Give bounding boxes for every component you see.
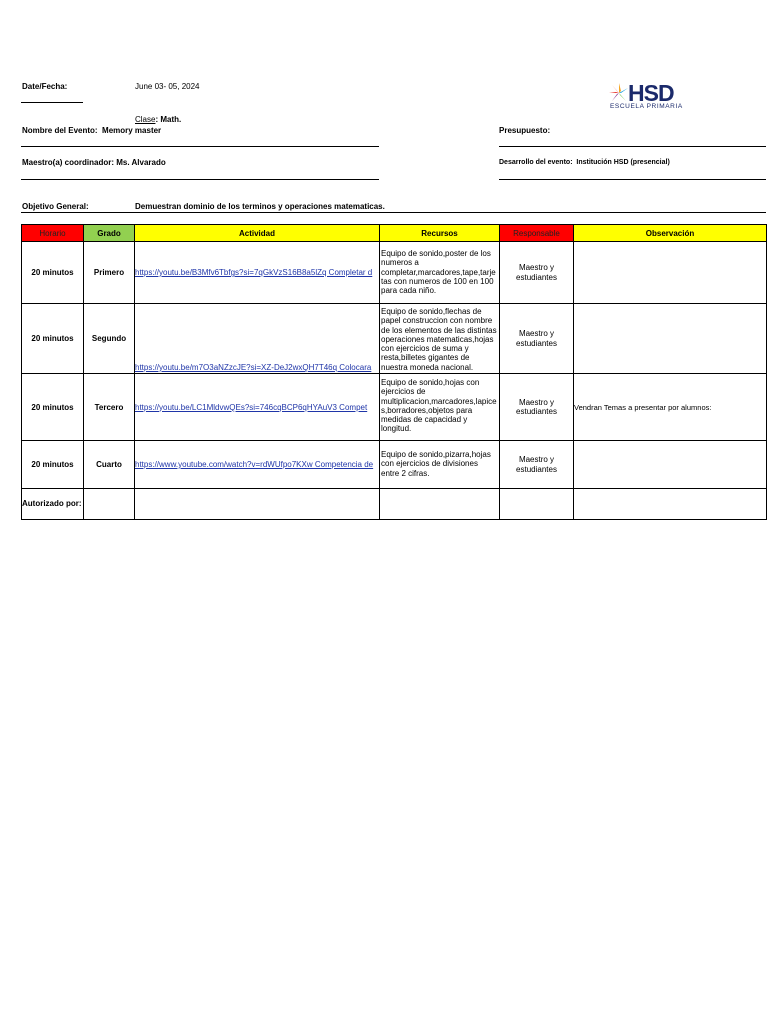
clase-label: Clase — [135, 115, 156, 124]
header-horario: Horario — [22, 225, 84, 242]
table-row — [22, 242, 767, 304]
header-grado: Grado — [84, 225, 135, 242]
recursos-line: completar,marcadores,tape,tarje — [381, 267, 496, 277]
logo-subtitle: ESCUELA PRIMARIA — [610, 103, 683, 110]
actividad-cell — [135, 441, 380, 489]
observacion-cell: Vendran Temas a presentar por alumnos: — [574, 374, 767, 441]
recursos-line: papel construccion con nombre — [381, 316, 493, 326]
observacion-cell — [574, 441, 767, 489]
clase-field — [135, 115, 181, 124]
actividad-cell — [135, 374, 380, 441]
recursos-line: resta,billetes gigantes de — [381, 353, 470, 363]
recursos-line: con ejercicios de suma y — [381, 344, 469, 354]
responsable-line: Maestro y — [518, 455, 555, 464]
table-row — [22, 374, 767, 441]
autorizado-cell[interactable] — [84, 489, 135, 520]
date-label: Date/Fecha: — [22, 82, 68, 91]
recursos-cell — [380, 242, 500, 304]
responsable-cell — [500, 242, 574, 304]
responsable-line: estudiantes — [516, 272, 557, 282]
recursos-line: Equipo de sonido,hojas con — [381, 378, 480, 387]
logo-star-icon — [608, 82, 630, 104]
responsable-line: Maestro y — [518, 397, 555, 407]
recursos-line: ejercicios de — [381, 387, 426, 397]
header-recursos: Recursos — [380, 225, 500, 242]
header-actividad: Actividad — [135, 225, 380, 242]
recursos-line: s,borradores,objetos para — [381, 405, 473, 415]
autorizado-cell[interactable] — [500, 489, 574, 520]
horario-cell: 20 minutos — [22, 304, 84, 374]
grado-cell: Cuarto — [84, 441, 135, 489]
recursos-line: medidas de capacidad y — [381, 415, 468, 425]
table-row — [22, 304, 767, 374]
date-underline — [21, 102, 83, 103]
autorizado-cell[interactable] — [380, 489, 500, 520]
recursos-line: de los elementos de las distintas — [381, 325, 497, 335]
evento-label: Nombre del Evento: — [22, 126, 98, 135]
recursos-line: Equipo de sonido,flechas de — [381, 307, 482, 316]
recursos-cell — [380, 304, 500, 374]
actividad-cell — [135, 304, 380, 374]
maestro-label: Maestro(a) coordinador: — [22, 158, 115, 167]
logo-text: HSD — [628, 80, 674, 106]
evento-value: Memory master — [102, 126, 162, 135]
activities-table — [21, 224, 767, 520]
responsable-cell — [500, 441, 574, 489]
table-row — [22, 441, 767, 489]
objetivo-value: Demuestran dominio de los terminos y operaciones matematicas. — [135, 202, 385, 211]
school-logo — [608, 80, 698, 114]
actividad-cell — [135, 242, 380, 304]
table-header-row — [22, 225, 767, 242]
desarrollo-value: Institución HSD (presencial) — [576, 159, 670, 166]
evento-underline — [21, 146, 379, 147]
recursos-line: multiplicacion,marcadores,lapice — [381, 396, 497, 406]
responsable-line: Maestro y — [518, 263, 555, 272]
objetivo-label: Objetivo General: — [22, 202, 89, 211]
responsable-line: estudiantes — [516, 464, 557, 474]
grado-cell: Segundo — [84, 304, 135, 374]
actividad-link[interactable]: https://youtu.be/m7O3aNZzcJE?si=XZ-DeJ2wxQH7T46q Colocara — [135, 363, 372, 372]
recursos-line: Equipo de sonido,poster de los — [381, 249, 491, 258]
desarrollo-label: Desarrollo del evento: — [499, 159, 573, 166]
evento-field — [22, 126, 161, 135]
observacion-cell — [574, 242, 767, 304]
horario-cell: 20 minutos — [22, 242, 84, 304]
recursos-line: con ejercicios de divisiones — [381, 459, 478, 469]
desarrollo-underline — [499, 179, 766, 180]
recursos-line: para cada niño. — [381, 286, 437, 296]
autorizado-cell[interactable] — [574, 489, 767, 520]
date-value: June 03- 05, 2024 — [135, 82, 200, 91]
horario-cell: 20 minutos — [22, 374, 84, 441]
responsable-cell — [500, 374, 574, 441]
responsable-line: estudiantes — [516, 407, 557, 416]
objetivo-underline — [21, 212, 766, 213]
actividad-link[interactable]: https://youtu.be/B3Mfv6Tbfgs?si=7qGkVzS16B8a5lZq Completar d — [135, 268, 373, 277]
recursos-line: numeros a — [381, 258, 419, 268]
presupuesto-underline — [499, 146, 766, 147]
responsable-line: Maestro y — [518, 329, 555, 338]
responsable-line: estudiantes — [516, 338, 557, 348]
maestro-field — [22, 158, 166, 167]
recursos-line: longitud. — [381, 424, 412, 434]
autorizado-label: Autorizado por: — [22, 489, 84, 520]
actividad-link[interactable]: https://youtu.be/LC1MldvwQEs?si=746cqBCP6qHYAuV3 Compet — [135, 402, 368, 412]
header-observacion: Observación — [574, 225, 767, 242]
presupuesto-label: Presupuesto: — [499, 126, 551, 135]
maestro-underline — [21, 179, 379, 180]
autorizado-cell[interactable] — [135, 489, 380, 520]
grado-cell: Primero — [84, 242, 135, 304]
recursos-line: operaciones matematicas,hojas — [381, 334, 494, 344]
recursos-line: nuestra moneda nacional. — [381, 362, 474, 372]
recursos-line: Equipo de sonido,pizarra,hojas — [381, 450, 491, 459]
header-responsable: Responsable — [500, 225, 574, 242]
recursos-cell — [380, 441, 500, 489]
desarrollo-field — [499, 159, 670, 166]
observacion-cell — [574, 304, 767, 374]
responsable-cell — [500, 304, 574, 374]
grado-cell: Tercero — [84, 374, 135, 441]
actividad-link[interactable]: https://www.youtube.com/watch?v=rdWUfpo7KXw Competencia de — [135, 460, 374, 469]
recursos-line: tas con numeros de 100 en 100 — [381, 276, 494, 286]
recursos-cell — [380, 374, 500, 441]
recursos-line: entre 2 cifras. — [381, 468, 430, 478]
maestro-value: Ms. Alvarado — [116, 158, 166, 167]
horario-cell: 20 minutos — [22, 441, 84, 489]
clase-value: : Math. — [155, 115, 182, 124]
autorizado-row — [22, 489, 767, 520]
